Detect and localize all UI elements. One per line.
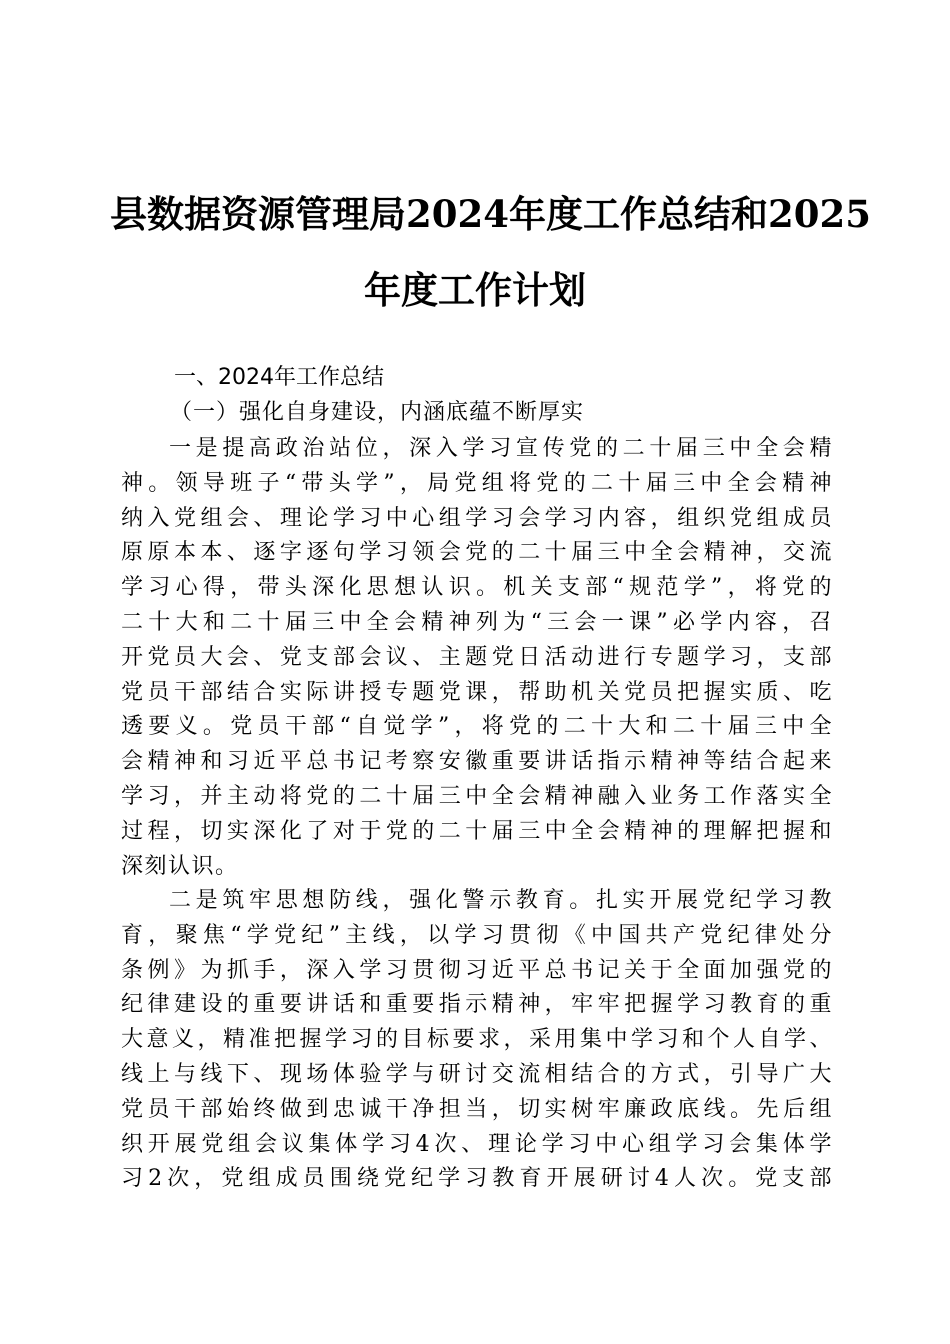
- sub-heading: （一）强化自身建设，内涵底蕴不断厚实: [170, 400, 585, 425]
- paragraph-line: 会精神和习近平总书记考察安徽重要讲话指示精神等结合起来: [121, 749, 833, 775]
- paragraph-line: 过程，切实深化了对于党的二十届三中全会精神的理解把握和: [121, 818, 833, 844]
- paragraph-line: 育，聚焦“学党纪”主线，以学习贯彻《中国共产党纪律处分: [121, 922, 833, 948]
- paragraph-1: [121, 432, 833, 884]
- paragraph-line: 二十大和二十届三中全会精神列为“三会一课”必学内容，召: [121, 609, 833, 635]
- title-line-2: 年度工作计划: [364, 268, 586, 312]
- paragraph-line: 党员干部结合实际讲授专题党课，帮助机关党员把握实质、吃: [121, 679, 833, 705]
- paragraph-line: 二是筑牢思想防线，强化警示教育。扎实开展党纪学习教: [169, 888, 833, 913]
- paragraph-line: 条例》为抓手，深入学习贯彻习近平总书记关于全面加强党的: [121, 957, 833, 983]
- paragraph-line: 纳入党组会、理论学习中心组学习会学习内容，组织党组成员: [121, 505, 833, 531]
- section-heading: 一、2024年工作总结: [174, 365, 384, 390]
- title-line-1: 县数据资源管理局2024年度工作总结和2025: [110, 192, 871, 236]
- paragraph-line: 学习心得，带头深化思想认识。机关支部“规范学”，将党的: [121, 575, 833, 601]
- paragraph-line: 透要义。党员干部“自觉学”，将党的二十大和二十届三中全: [121, 714, 833, 740]
- paragraph-line: 神。领导班子“带头学”，局党组将党的二十届三中全会精神: [121, 470, 833, 496]
- paragraph-line: 深刻认识。: [121, 853, 239, 879]
- paragraph-line: 大意义，精准把握学习的目标要求，采用集中学习和个人自学、: [121, 1027, 833, 1053]
- paragraph-line: 习2次，党组成员围绕党纪学习教育开展研讨4人次。党支部: [121, 1166, 833, 1192]
- paragraph-line: 原原本本、逐字逐句学习领会党的二十届三中全会精神，交流: [121, 540, 833, 566]
- paragraph-line: 学习，并主动将党的二十届三中全会精神融入业务工作落实全: [121, 783, 833, 809]
- paragraph-line: 一是提高政治站位，深入学习宣传党的二十届三中全会精: [169, 436, 833, 461]
- paragraph-2: [121, 884, 833, 1197]
- paragraph-line: 织开展党组会议集体学习4次、理论学习中心组学习会集体学: [121, 1131, 833, 1157]
- paragraph-line: 纪律建设的重要讲话和重要指示精神，牢牢把握学习教育的重: [121, 992, 833, 1018]
- paragraph-line: 开党员大会、党支部会议、主题党日活动进行专题学习，支部: [121, 644, 833, 670]
- document-title: [110, 176, 871, 328]
- paragraph-line: 线上与线下、现场体验学与研讨交流相结合的方式，引导广大: [121, 1061, 833, 1087]
- paragraph-line: 党员干部始终做到忠诚干净担当，切实树牢廉政底线。先后组: [121, 1096, 833, 1122]
